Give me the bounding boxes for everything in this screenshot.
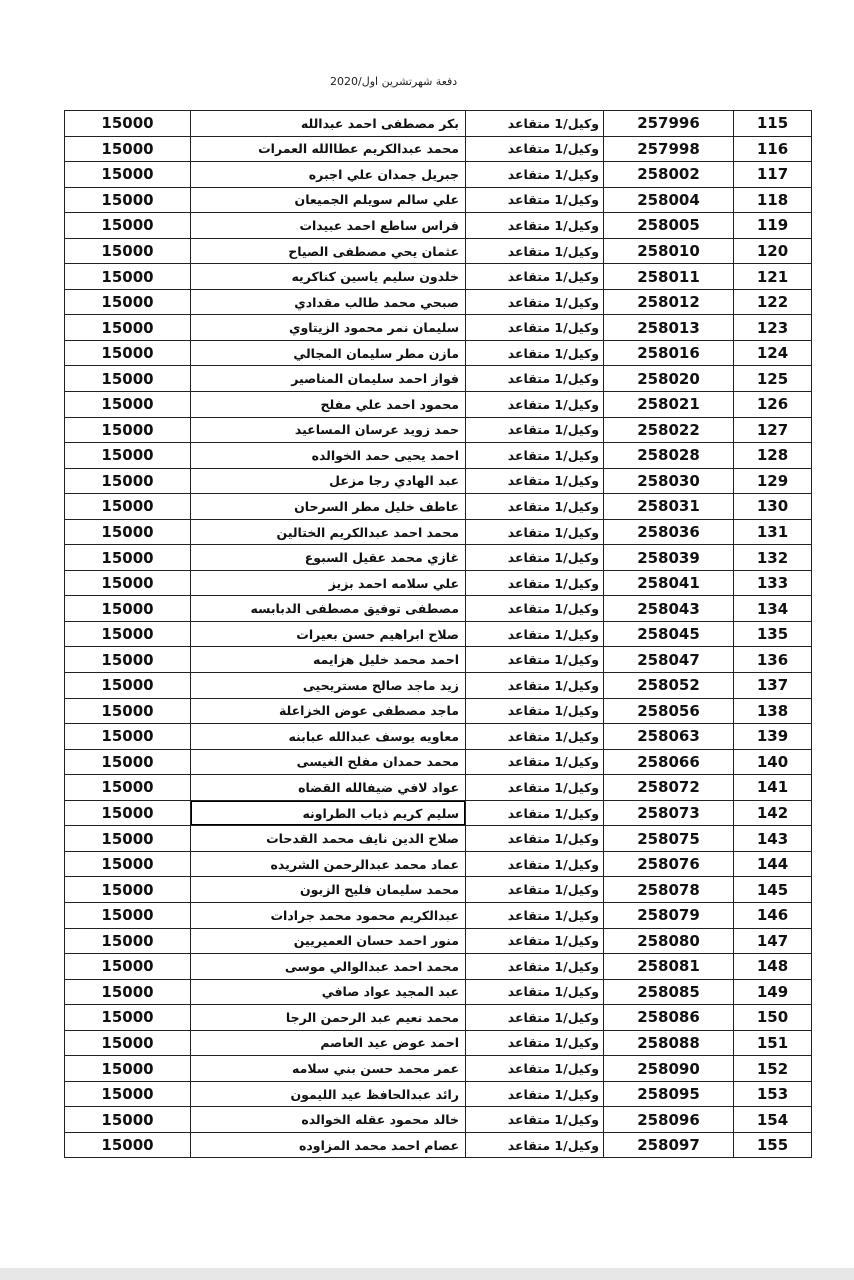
type-cell: وكيل/1 متقاعد [466, 417, 604, 443]
table-body [65, 111, 812, 1158]
type-cell: وكيل/1 متقاعد [466, 749, 604, 775]
id-cell: 257996 [604, 111, 734, 137]
name-cell: صبحي محمد طالب مقدادي [191, 289, 466, 315]
name-cell: محمد حمدان مفلح الغيسى [191, 749, 466, 775]
id-cell: 258036 [604, 519, 734, 545]
name-cell: ماجد مصطفى عوض الخزاعلة [191, 698, 466, 724]
type-cell: وكيل/1 متقاعد [466, 928, 604, 954]
table-row [65, 596, 812, 622]
type-cell: وكيل/1 متقاعد [466, 800, 604, 826]
amount-cell: 15000 [65, 570, 191, 596]
amount-cell: 15000 [65, 979, 191, 1005]
row-number-cell: 150 [734, 1005, 812, 1031]
type-cell: وكيل/1 متقاعد [466, 111, 604, 137]
amount-cell: 15000 [65, 698, 191, 724]
name-cell: عاطف خليل مطر السرحان [191, 494, 466, 520]
id-cell: 258086 [604, 1005, 734, 1031]
row-number-cell: 143 [734, 826, 812, 852]
amount-cell: 15000 [65, 264, 191, 290]
id-cell: 258076 [604, 851, 734, 877]
table-row [65, 417, 812, 443]
id-cell: 258063 [604, 724, 734, 750]
table-row [65, 468, 812, 494]
amount-cell: 15000 [65, 417, 191, 443]
table-row [65, 775, 812, 801]
id-cell: 258097 [604, 1132, 734, 1158]
table-row [65, 187, 812, 213]
amount-cell: 15000 [65, 111, 191, 137]
type-cell: وكيل/1 متقاعد [466, 877, 604, 903]
amount-cell: 15000 [65, 1030, 191, 1056]
name-cell: منور احمد حسان العميريين [191, 928, 466, 954]
row-number-cell: 148 [734, 954, 812, 980]
name-cell: سليمان نمر محمود الزيتاوي [191, 315, 466, 341]
amount-cell: 15000 [65, 315, 191, 341]
id-cell: 258011 [604, 264, 734, 290]
table-row [65, 749, 812, 775]
id-cell: 258096 [604, 1107, 734, 1133]
amount-cell: 15000 [65, 724, 191, 750]
table-row [65, 1107, 812, 1133]
row-number-cell: 129 [734, 468, 812, 494]
amount-cell: 15000 [65, 877, 191, 903]
name-cell: احمد يحيى حمد الخوالده [191, 443, 466, 469]
type-cell: وكيل/1 متقاعد [466, 264, 604, 290]
table-row [65, 800, 812, 826]
table-row [65, 443, 812, 469]
row-number-cell: 145 [734, 877, 812, 903]
amount-cell: 15000 [65, 621, 191, 647]
row-number-cell: 141 [734, 775, 812, 801]
row-number-cell: 126 [734, 392, 812, 418]
row-number-cell: 153 [734, 1081, 812, 1107]
row-number-cell: 138 [734, 698, 812, 724]
amount-cell: 15000 [65, 826, 191, 852]
type-cell: وكيل/1 متقاعد [466, 1132, 604, 1158]
page-title: دفعة شهرتشرين اول/2020 [330, 75, 458, 88]
id-cell: 258052 [604, 673, 734, 699]
amount-cell: 15000 [65, 1081, 191, 1107]
name-cell: خلدون سليم ياسين كناكريه [191, 264, 466, 290]
type-cell: وكيل/1 متقاعد [466, 494, 604, 520]
type-cell: وكيل/1 متقاعد [466, 902, 604, 928]
name-cell: محمد احمد عبدالوالي موسى [191, 954, 466, 980]
id-cell: 258039 [604, 545, 734, 571]
id-cell: 258047 [604, 647, 734, 673]
type-cell: وكيل/1 متقاعد [466, 315, 604, 341]
row-number-cell: 154 [734, 1107, 812, 1133]
id-cell: 258041 [604, 570, 734, 596]
id-cell: 258045 [604, 621, 734, 647]
amount-cell: 15000 [65, 366, 191, 392]
payment-table [64, 110, 812, 1158]
type-cell: وكيل/1 متقاعد [466, 851, 604, 877]
table-row [65, 392, 812, 418]
name-cell: عثمان يحي مصطفى الصياح [191, 238, 466, 264]
row-number-cell: 144 [734, 851, 812, 877]
amount-cell: 15000 [65, 954, 191, 980]
table-row [65, 877, 812, 903]
name-cell: زيد ماجد صالح مستريحيى [191, 673, 466, 699]
row-number-cell: 152 [734, 1056, 812, 1082]
type-cell: وكيل/1 متقاعد [466, 366, 604, 392]
row-number-cell: 151 [734, 1030, 812, 1056]
name-cell: محمد سليمان فليح الزبون [191, 877, 466, 903]
id-cell: 258073 [604, 800, 734, 826]
row-number-cell: 116 [734, 136, 812, 162]
name-cell: خالد محمود عقله الخوالده [191, 1107, 466, 1133]
table-row [65, 928, 812, 954]
name-cell: محمد نعيم عبد الرحمن الرجا [191, 1005, 466, 1031]
id-cell: 258080 [604, 928, 734, 954]
table-row [65, 698, 812, 724]
name-cell: مصطفى توفيق مصطفى الدبابسه [191, 596, 466, 622]
amount-cell: 15000 [65, 392, 191, 418]
name-cell: احمد عوض عيد العاصم [191, 1030, 466, 1056]
amount-cell: 15000 [65, 468, 191, 494]
name-cell: غازي محمد عقيل السبوع [191, 545, 466, 571]
row-number-cell: 118 [734, 187, 812, 213]
row-number-cell: 137 [734, 673, 812, 699]
name-cell: سليم كريم ذياب الطراونه [191, 800, 466, 826]
table-row [65, 1005, 812, 1031]
table-row [65, 264, 812, 290]
id-cell: 258028 [604, 443, 734, 469]
type-cell: وكيل/1 متقاعد [466, 443, 604, 469]
name-cell: صلاح الدين نايف محمد القدحات [191, 826, 466, 852]
row-number-cell: 120 [734, 238, 812, 264]
id-cell: 258005 [604, 213, 734, 239]
name-cell: احمد محمد خليل هزايمه [191, 647, 466, 673]
type-cell: وكيل/1 متقاعد [466, 621, 604, 647]
page-bottom-edge [0, 1268, 854, 1280]
name-cell: حمد زويد عرسان المساعيد [191, 417, 466, 443]
table-row [65, 647, 812, 673]
row-number-cell: 115 [734, 111, 812, 137]
table-row [65, 1081, 812, 1107]
amount-cell: 15000 [65, 187, 191, 213]
name-cell: عواد لافي ضيفالله القضاه [191, 775, 466, 801]
id-cell: 258075 [604, 826, 734, 852]
row-number-cell: 122 [734, 289, 812, 315]
name-cell: فراس ساطع احمد عبيدات [191, 213, 466, 239]
amount-cell: 15000 [65, 238, 191, 264]
type-cell: وكيل/1 متقاعد [466, 1081, 604, 1107]
table-row [65, 673, 812, 699]
type-cell: وكيل/1 متقاعد [466, 545, 604, 571]
table-row [65, 136, 812, 162]
row-number-cell: 140 [734, 749, 812, 775]
row-number-cell: 131 [734, 519, 812, 545]
table-row [65, 213, 812, 239]
type-cell: وكيل/1 متقاعد [466, 724, 604, 750]
id-cell: 258081 [604, 954, 734, 980]
type-cell: وكيل/1 متقاعد [466, 570, 604, 596]
row-number-cell: 146 [734, 902, 812, 928]
row-number-cell: 124 [734, 340, 812, 366]
table-row [65, 111, 812, 137]
amount-cell: 15000 [65, 340, 191, 366]
amount-cell: 15000 [65, 928, 191, 954]
row-number-cell: 135 [734, 621, 812, 647]
row-number-cell: 125 [734, 366, 812, 392]
name-cell: صلاح ابراهيم حسن بعيرات [191, 621, 466, 647]
table-row [65, 494, 812, 520]
name-cell: مازن مطر سليمان المجالي [191, 340, 466, 366]
name-cell: بكر مصطفى احمد عبدالله [191, 111, 466, 137]
row-number-cell: 128 [734, 443, 812, 469]
type-cell: وكيل/1 متقاعد [466, 1107, 604, 1133]
amount-cell: 15000 [65, 902, 191, 928]
table-row [65, 851, 812, 877]
type-cell: وكيل/1 متقاعد [466, 468, 604, 494]
amount-cell: 15000 [65, 1056, 191, 1082]
table-row [65, 519, 812, 545]
type-cell: وكيل/1 متقاعد [466, 647, 604, 673]
name-cell: عماد محمد عبدالرحمن الشريده [191, 851, 466, 877]
id-cell: 258022 [604, 417, 734, 443]
table-row [65, 289, 812, 315]
id-cell: 257998 [604, 136, 734, 162]
id-cell: 258004 [604, 187, 734, 213]
id-cell: 258056 [604, 698, 734, 724]
name-cell: فواز احمد سليمان المناصير [191, 366, 466, 392]
type-cell: وكيل/1 متقاعد [466, 136, 604, 162]
type-cell: وكيل/1 متقاعد [466, 698, 604, 724]
amount-cell: 15000 [65, 851, 191, 877]
name-cell: معاويه يوسف عبدالله عبابنه [191, 724, 466, 750]
name-cell: عبد الهادي رجا مزعل [191, 468, 466, 494]
name-cell: محمد عبدالكريم عطاالله العمرات [191, 136, 466, 162]
row-number-cell: 132 [734, 545, 812, 571]
name-cell: محمود احمد علي مفلح [191, 392, 466, 418]
id-cell: 258095 [604, 1081, 734, 1107]
id-cell: 258021 [604, 392, 734, 418]
table-row [65, 724, 812, 750]
name-cell: جبريل جمدان علي اجبره [191, 162, 466, 188]
row-number-cell: 147 [734, 928, 812, 954]
table-row [65, 1132, 812, 1158]
id-cell: 258066 [604, 749, 734, 775]
row-number-cell: 139 [734, 724, 812, 750]
table-row [65, 366, 812, 392]
row-number-cell: 149 [734, 979, 812, 1005]
id-cell: 258090 [604, 1056, 734, 1082]
amount-cell: 15000 [65, 1132, 191, 1158]
row-number-cell: 121 [734, 264, 812, 290]
id-cell: 258078 [604, 877, 734, 903]
type-cell: وكيل/1 متقاعد [466, 213, 604, 239]
name-cell: محمد احمد عبدالكريم الختالين [191, 519, 466, 545]
amount-cell: 15000 [65, 800, 191, 826]
table-row [65, 621, 812, 647]
type-cell: وكيل/1 متقاعد [466, 1005, 604, 1031]
amount-cell: 15000 [65, 545, 191, 571]
type-cell: وكيل/1 متقاعد [466, 340, 604, 366]
type-cell: وكيل/1 متقاعد [466, 775, 604, 801]
row-number-cell: 130 [734, 494, 812, 520]
type-cell: وكيل/1 متقاعد [466, 162, 604, 188]
row-number-cell: 119 [734, 213, 812, 239]
id-cell: 258079 [604, 902, 734, 928]
table-row [65, 1030, 812, 1056]
row-number-cell: 133 [734, 570, 812, 596]
amount-cell: 15000 [65, 519, 191, 545]
type-cell: وكيل/1 متقاعد [466, 187, 604, 213]
row-number-cell: 117 [734, 162, 812, 188]
row-number-cell: 142 [734, 800, 812, 826]
id-cell: 258013 [604, 315, 734, 341]
amount-cell: 15000 [65, 162, 191, 188]
amount-cell: 15000 [65, 213, 191, 239]
amount-cell: 15000 [65, 749, 191, 775]
table-row [65, 902, 812, 928]
amount-cell: 15000 [65, 494, 191, 520]
amount-cell: 15000 [65, 1107, 191, 1133]
type-cell: وكيل/1 متقاعد [466, 392, 604, 418]
table-row [65, 1056, 812, 1082]
type-cell: وكيل/1 متقاعد [466, 1030, 604, 1056]
name-cell: عبد المجيد عواد صافي [191, 979, 466, 1005]
id-cell: 258012 [604, 289, 734, 315]
type-cell: وكيل/1 متقاعد [466, 954, 604, 980]
table-row [65, 570, 812, 596]
id-cell: 258020 [604, 366, 734, 392]
id-cell: 258010 [604, 238, 734, 264]
table-row [65, 545, 812, 571]
amount-cell: 15000 [65, 775, 191, 801]
id-cell: 258085 [604, 979, 734, 1005]
type-cell: وكيل/1 متقاعد [466, 238, 604, 264]
table-row [65, 162, 812, 188]
amount-cell: 15000 [65, 289, 191, 315]
id-cell: 258031 [604, 494, 734, 520]
id-cell: 258088 [604, 1030, 734, 1056]
type-cell: وكيل/1 متقاعد [466, 289, 604, 315]
table-row [65, 238, 812, 264]
name-cell: علي سالم سويلم الجميعان [191, 187, 466, 213]
type-cell: وكيل/1 متقاعد [466, 826, 604, 852]
name-cell: رائد عبدالحافظ عيد الليمون [191, 1081, 466, 1107]
table-row [65, 954, 812, 980]
name-cell: عمر محمد حسن بني سلامه [191, 1056, 466, 1082]
type-cell: وكيل/1 متقاعد [466, 673, 604, 699]
table-row [65, 826, 812, 852]
id-cell: 258002 [604, 162, 734, 188]
id-cell: 258072 [604, 775, 734, 801]
amount-cell: 15000 [65, 136, 191, 162]
name-cell: عصام احمد محمد المزاوده [191, 1132, 466, 1158]
table-row [65, 315, 812, 341]
id-cell: 258030 [604, 468, 734, 494]
row-number-cell: 134 [734, 596, 812, 622]
table-row [65, 340, 812, 366]
amount-cell: 15000 [65, 1005, 191, 1031]
id-cell: 258043 [604, 596, 734, 622]
name-cell: علي سلامه احمد بزيز [191, 570, 466, 596]
amount-cell: 15000 [65, 443, 191, 469]
row-number-cell: 155 [734, 1132, 812, 1158]
type-cell: وكيل/1 متقاعد [466, 519, 604, 545]
type-cell: وكيل/1 متقاعد [466, 1056, 604, 1082]
row-number-cell: 127 [734, 417, 812, 443]
name-cell: عبدالكريم محمود محمد جرادات [191, 902, 466, 928]
row-number-cell: 136 [734, 647, 812, 673]
amount-cell: 15000 [65, 647, 191, 673]
type-cell: وكيل/1 متقاعد [466, 979, 604, 1005]
id-cell: 258016 [604, 340, 734, 366]
type-cell: وكيل/1 متقاعد [466, 596, 604, 622]
row-number-cell: 123 [734, 315, 812, 341]
amount-cell: 15000 [65, 596, 191, 622]
table-row [65, 979, 812, 1005]
amount-cell: 15000 [65, 673, 191, 699]
